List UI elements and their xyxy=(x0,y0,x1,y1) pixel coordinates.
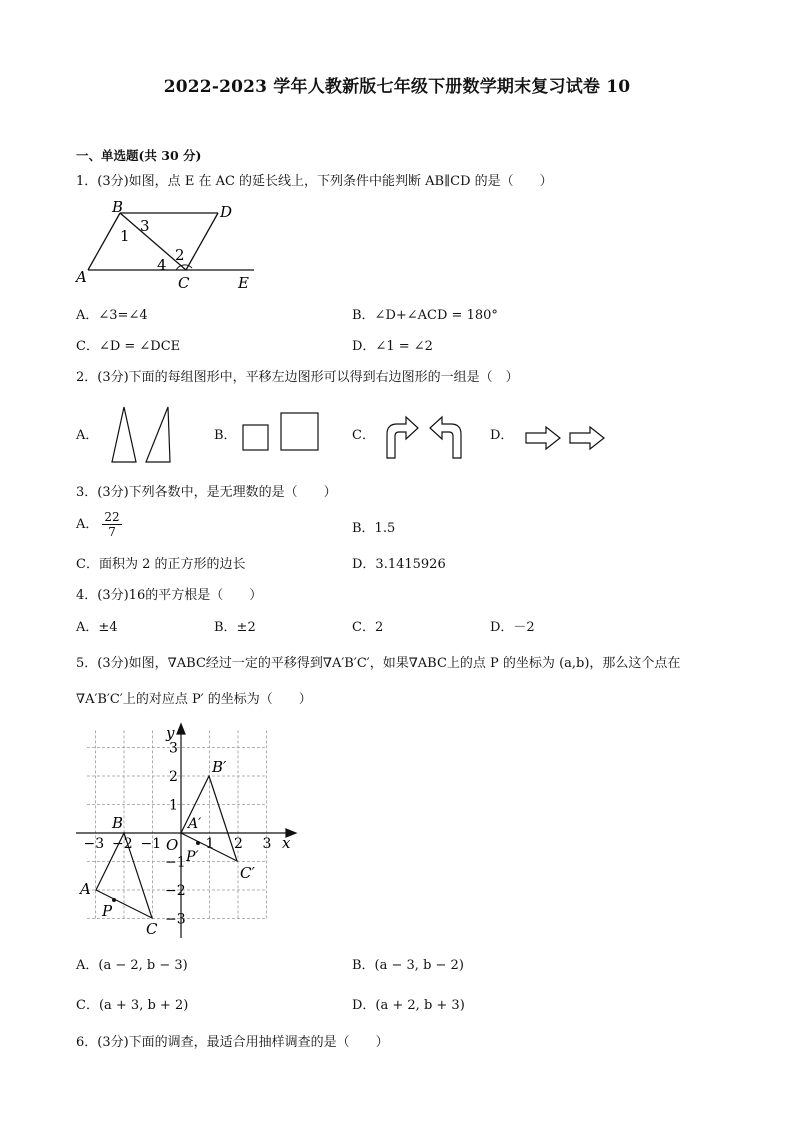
q3-option-a[interactable] xyxy=(76,510,122,539)
q6-stem: 6．(3分)下面的调查，最适合用抽样调查的是（ ） xyxy=(76,1035,389,1050)
q1-label-c: C xyxy=(178,274,190,292)
q2-option-d[interactable]: D． xyxy=(490,428,514,443)
q1-option-d[interactable]: D．∠1 = ∠2 xyxy=(352,339,433,354)
y-tick-label: 2 xyxy=(169,769,178,785)
q3-option-a-prefix: A． xyxy=(76,517,99,532)
q1-label-a: A xyxy=(76,268,87,286)
q3-option-a-fraction xyxy=(102,510,121,539)
section-heading: 一、单选题(共 30 分) xyxy=(76,148,202,163)
y-tick-label: −3 xyxy=(165,911,186,928)
q5-label-a-prime: A′ xyxy=(188,816,202,832)
q1-line-cd xyxy=(186,213,218,270)
q5-point-p-prime xyxy=(196,841,200,845)
q1-stem: 1．(3分)如图，点 E 在 AC 的延长线上，下列条件中能判断 AB∥CD 的是（ ） xyxy=(76,174,553,189)
q5-label-c: C xyxy=(146,920,158,938)
y-tick-label: −1 xyxy=(165,854,186,871)
q2-figure-d-arrows xyxy=(524,424,610,452)
x-tick-label: 2 xyxy=(234,836,243,852)
x-tick-label: 3 xyxy=(262,836,272,852)
q1-option-b[interactable]: B．∠D+∠ACD = 180° xyxy=(352,308,498,323)
q1-angle-2: 2 xyxy=(175,246,185,264)
q5-origin-label: O xyxy=(166,836,179,854)
q4-stem: 4．(3分)16的平方根是（ ） xyxy=(76,588,263,603)
q1-angle-1: 1 xyxy=(120,227,130,245)
x-tick-label: 1 xyxy=(205,836,215,852)
q5-option-d[interactable]: D．(a + 2, b + 3) xyxy=(352,998,465,1013)
x-tick-label: −1 xyxy=(140,836,162,852)
q5-label-c-prime: C′ xyxy=(240,864,255,882)
q1-label-b: B xyxy=(112,198,124,216)
q5-option-c[interactable]: C．(a + 3, b + 2) xyxy=(76,998,189,1013)
q2-stem: 2．(3分)下面的每组图形中，平移左边图形可以得到右边图形的一组是（ ） xyxy=(76,370,519,385)
q1-option-c[interactable]: C．∠D = ∠DCE xyxy=(76,339,181,354)
q5-label-p-prime: P′ xyxy=(186,849,199,865)
q5-label-p: P xyxy=(102,902,113,920)
q4-option-b[interactable]: B．±2 xyxy=(214,620,256,635)
q5-label-b: B xyxy=(112,814,124,832)
q2-figure-b-squares xyxy=(240,410,322,456)
q4-option-a[interactable]: A．±4 xyxy=(76,620,118,635)
q5-stem-line2: ∇A′B′C′上的对应点 P′ 的坐标为（ ） xyxy=(76,692,312,707)
q3-stem: 3．(3分)下列各数中，是无理数的是（ ） xyxy=(76,485,337,500)
q2-figure-c-bent-arrows xyxy=(384,412,466,462)
q5-stem-line1: 5．(3分)如图，∇ABC经过一定的平移得到∇A′B′C′，如果∇ABC上的点 P 的坐标为 (a,b)，那么这个点在 xyxy=(76,656,681,671)
q1-angle-3: 3 xyxy=(140,217,150,235)
q1-label-e: E xyxy=(238,274,249,292)
q4-option-c[interactable]: C．2 xyxy=(352,620,384,635)
q2-option-c[interactable]: C． xyxy=(352,428,375,443)
q3-fraction-denominator: 7 xyxy=(108,525,116,539)
q3-fraction-numerator: 22 xyxy=(104,510,120,524)
q5-label-a: A xyxy=(80,880,91,898)
q3-option-b[interactable]: B．1.5 xyxy=(352,521,396,536)
q5-point-p xyxy=(112,898,116,902)
q5-axis-y-label: y xyxy=(166,724,175,742)
q5-axis-x-label: x xyxy=(282,834,291,852)
q3-option-c[interactable]: C．面积为 2 的正方形的边长 xyxy=(76,557,246,572)
page-title: 2022-2023 学年人教新版七年级下册数学期末复习试卷 10 xyxy=(163,77,631,97)
q2-option-b[interactable]: B． xyxy=(214,428,237,443)
q5-label-b-prime: B′ xyxy=(212,758,227,776)
q4-option-d[interactable]: D．－2 xyxy=(490,620,535,635)
y-tick-label: −2 xyxy=(165,883,186,899)
q5-coordinate-figure xyxy=(70,716,310,946)
q2-option-a[interactable]: A． xyxy=(76,428,99,443)
q5-option-b[interactable]: B．(a − 3, b − 2) xyxy=(352,958,464,973)
y-tick-label: 1 xyxy=(169,797,178,814)
q1-figure xyxy=(72,198,272,294)
x-tick-label: −3 xyxy=(83,836,105,852)
q1-angle-4: 4 xyxy=(157,256,167,274)
q1-label-d: D xyxy=(220,203,233,221)
q1-option-a[interactable]: A．∠3=∠4 xyxy=(76,308,148,323)
q3-option-d[interactable]: D．3.1415926 xyxy=(352,557,446,572)
q1-line-ab xyxy=(88,213,120,270)
x-tick-label: −2 xyxy=(112,836,133,852)
q2-figure-a-triangles xyxy=(108,405,174,465)
y-tick-label: 3 xyxy=(169,740,178,757)
q5-option-a[interactable]: A．(a − 2, b − 3) xyxy=(76,958,188,973)
